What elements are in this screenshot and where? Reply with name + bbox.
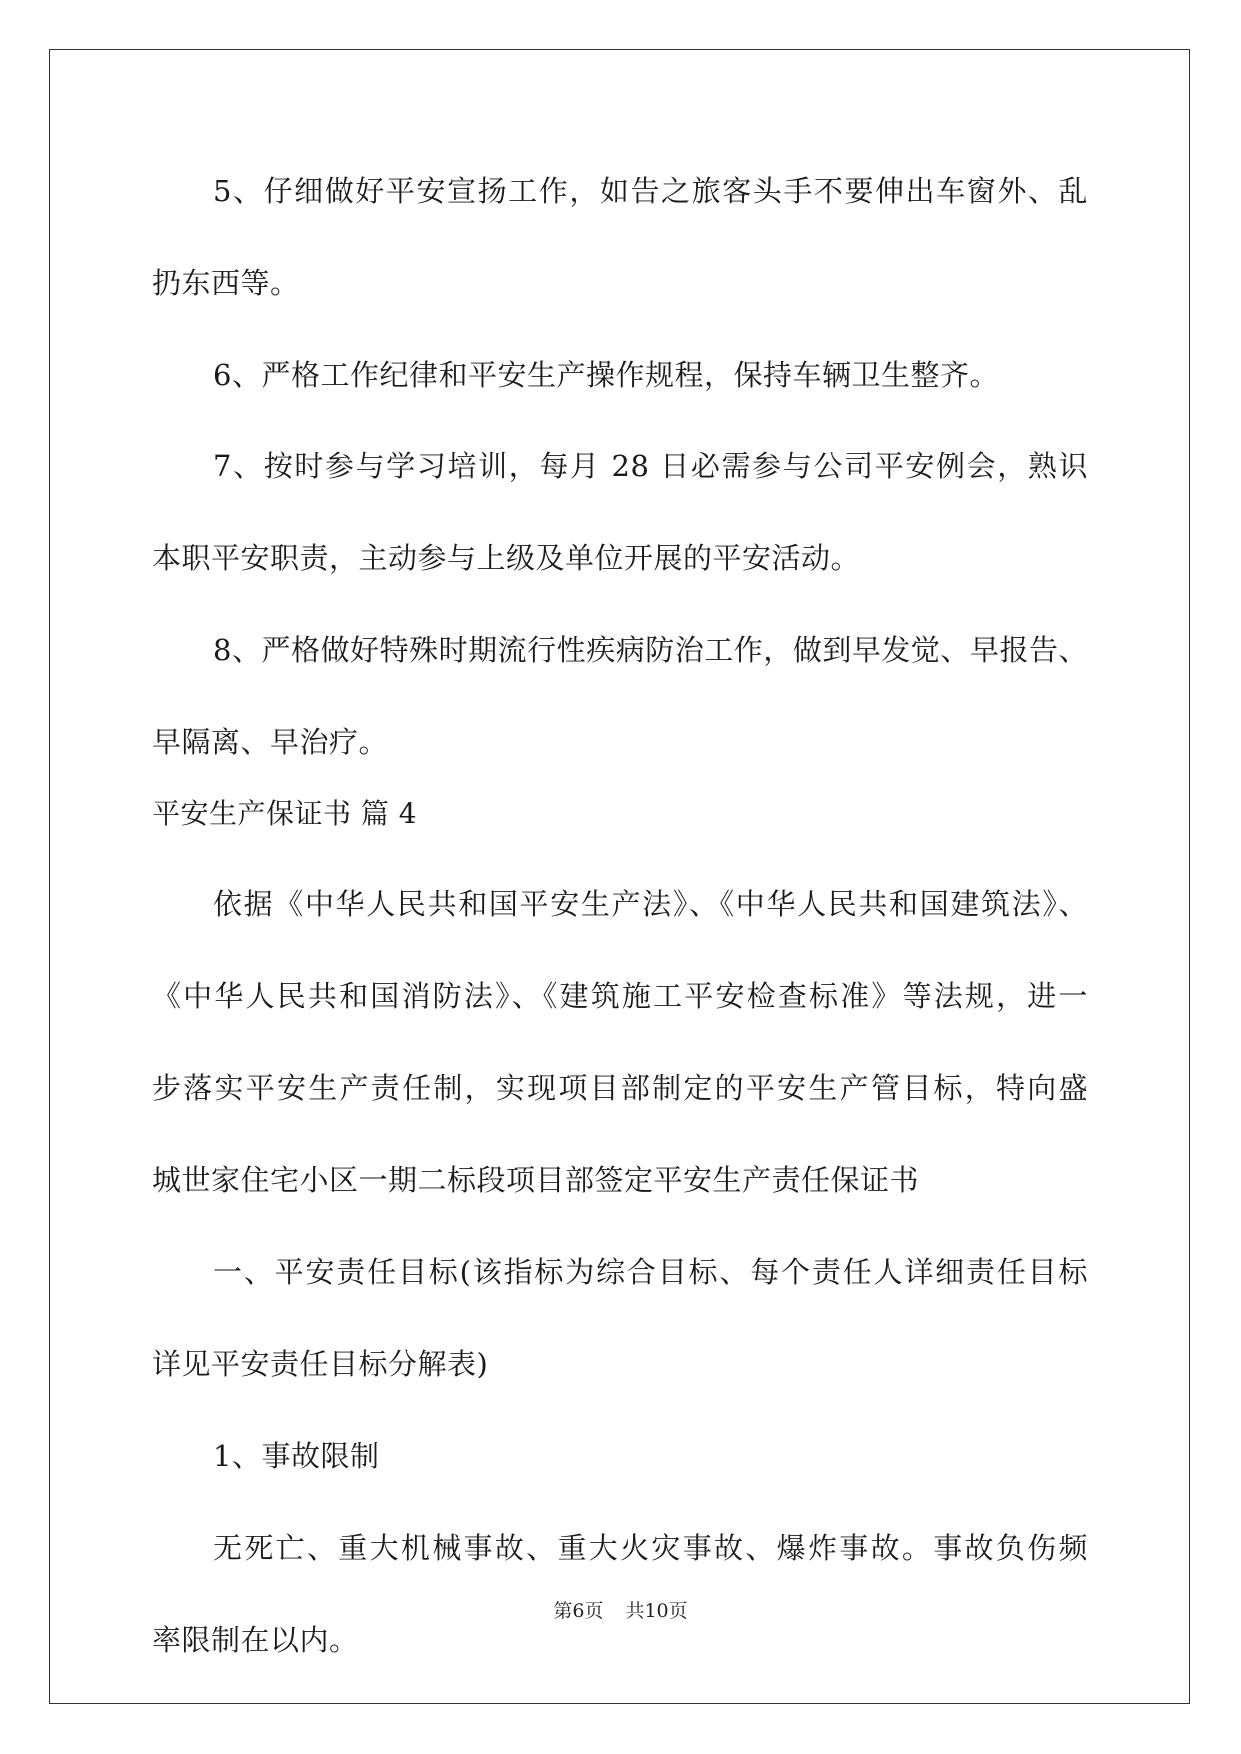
page-footer xyxy=(0,1599,1241,1623)
subsection-accident-limit: 1、事故限制 xyxy=(213,1439,380,1473)
page-number-total: 共10页 xyxy=(625,1600,688,1622)
section-heading: 平安生产保证书 篇 4 xyxy=(152,797,418,830)
intro-paragraph-line-4: 城世家住宅小区一期二标段项目部签定平安生产责任保证书 xyxy=(152,1163,920,1197)
target-paragraph-line-2: 详见平安责任目标分解表) xyxy=(152,1347,489,1381)
paragraph-8-line-2: 早隔离、早治疗。 xyxy=(152,725,389,759)
paragraph-5-line-2: 扔东西等。 xyxy=(152,266,300,300)
paragraph-5-line-1: 5、仔细做好平安宣扬工作，如告之旅客头手不要伸出车窗外、乱 xyxy=(213,174,1088,208)
accident-paragraph-line-1: 无死亡、重大机械事故、重大火灾事故、爆炸事故。事故负伤频 xyxy=(213,1531,1088,1565)
intro-paragraph-line-2: 《中华人民共和国消防法》、《建筑施工平安检查标准》等法规，进一 xyxy=(152,979,1088,1013)
paragraph-7-line-2: 本职平安职责，主动参与上级及单位开展的平安活动。 xyxy=(152,541,861,575)
target-paragraph-line-1: 一、平安责任目标(该指标为综合目标、每个责任人详细责任目标 xyxy=(213,1255,1088,1289)
page-number-current: 第6页 xyxy=(553,1600,604,1622)
paragraph-7-line-1: 7、按时参与学习培训，每月 28 日必需参与公司平安例会，熟识 xyxy=(213,449,1088,483)
accident-paragraph-line-2: 率限制在以内。 xyxy=(152,1623,359,1657)
intro-paragraph-line-3: 步落实平安生产责任制，实现项目部制定的平安生产管目标，特向盛 xyxy=(152,1071,1088,1105)
intro-paragraph-line-1: 依据《中华人民共和国平安生产法》、《中华人民共和国建筑法》、 xyxy=(213,887,1088,921)
paragraph-6-line-1: 6、严格工作纪律和平安生产操作规程，保持车辆卫生整齐。 xyxy=(213,358,999,392)
paragraph-8-line-1: 8、严格做好特殊时期流行性疾病防治工作，做到早发觉、早报告、 xyxy=(213,633,1088,667)
